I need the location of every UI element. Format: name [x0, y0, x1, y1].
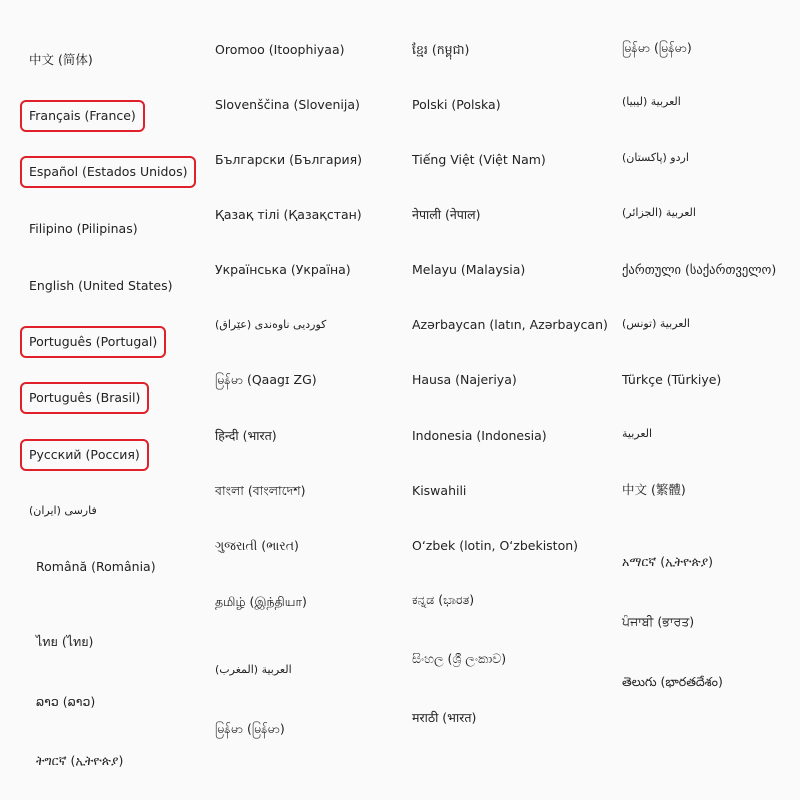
language-item-hi-in[interactable]: हिन्दी (भारत) [215, 428, 277, 443]
language-item-vi-vn[interactable]: Tiếng Việt (Việt Nam) [412, 152, 546, 167]
language-item-pa-in[interactable]: ਪੰਜਾਬੀ (ਭਾਰਤ) [622, 614, 695, 629]
language-item-en-us[interactable]: English (United States) [29, 278, 173, 293]
language-item-ar-ma[interactable]: العربية (المغرب) [215, 663, 292, 676]
language-item-az-az[interactable]: Azərbaycan (latın, Azərbaycan) [412, 317, 608, 332]
language-item-sw[interactable]: Kiswahili [412, 483, 467, 498]
language-item-si-lk[interactable]: සිංහල (ශ්‍රී ලංකාව) [412, 651, 507, 666]
language-item-kn-in[interactable]: ಕನ್ನಡ (ಭಾರತ) [412, 592, 475, 607]
language-item-om-et[interactable]: Oromoo (Itoophiyaa) [215, 42, 345, 57]
language-item-te-in[interactable]: తెలుగు (భారతదేశం) [622, 674, 723, 689]
language-item-mr-in[interactable]: मराठी (भारत) [412, 710, 477, 725]
language-item-pt-br[interactable]: Português (Brasil) [20, 382, 149, 414]
language-item-zh-hant[interactable]: 中文 (繁體) [622, 482, 686, 497]
language-item-th-th[interactable]: ไทย (ไทย) [36, 634, 94, 649]
language-item-lo-la[interactable]: ລາວ (ລາວ) [36, 694, 96, 709]
language-item-sl-si[interactable]: Slovenščina (Slovenija) [215, 97, 360, 112]
language-item-bg-bg[interactable]: Български (България) [215, 152, 363, 167]
language-item-ro-ro[interactable]: Română (România) [36, 559, 156, 574]
language-item-ckb-iq[interactable]: کوردیی ناوەندی (عێراق) [215, 318, 327, 331]
language-item-ar-ly[interactable]: العربية (ليبيا) [622, 95, 681, 108]
language-item-id-id[interactable]: Indonesia (Indonesia) [412, 428, 547, 443]
language-item-my-mm[interactable]: မြန်မာ (မြန်မာ) [215, 721, 285, 736]
language-item-my-zg[interactable]: မြန်မာ (Qaagɪ ZG) [215, 372, 317, 387]
language-item-fa-ir[interactable]: فارسی (ایران) [29, 504, 97, 517]
language-item-uk-ua[interactable]: Українська (Україна) [215, 262, 351, 277]
language-item-kk-kz[interactable]: Қазақ тілі (Қазақстан) [215, 207, 362, 222]
language-item-ru-ru[interactable]: Русский (Россия) [20, 439, 149, 471]
language-item-es-us[interactable]: Español (Estados Unidos) [20, 156, 196, 188]
language-item-ar[interactable]: العربية [622, 427, 653, 440]
language-item-ha-ng[interactable]: Hausa (Najeriya) [412, 372, 517, 387]
language-item-ms-my[interactable]: Melayu (Malaysia) [412, 262, 526, 277]
language-item-am-et[interactable]: አማርኛ (ኢትዮጵያ) [622, 554, 714, 569]
language-item-ar-tn[interactable]: العربية (تونس) [622, 317, 690, 330]
language-item-gu-in[interactable]: ગુજરાતી (ભારત) [215, 538, 299, 553]
language-item-my-mm-2[interactable]: မြန်မာ (မြန်မာ) [622, 40, 692, 55]
language-item-ta-in[interactable]: தமிழ் (இந்தியா) [215, 594, 307, 609]
language-item-ne-np[interactable]: नेपाली (नेपाल) [412, 207, 481, 222]
language-item-ka-ge[interactable]: ქართული (საქართველო) [622, 262, 777, 277]
language-item-ti-et[interactable]: ትግርኛ (ኢትዮጵያ) [36, 753, 124, 768]
language-item-zh-hans[interactable]: 中文 (简体) [29, 52, 93, 67]
language-item-pt-pt[interactable]: Português (Portugal) [20, 326, 166, 358]
language-item-uz-uz[interactable]: O‘zbek (lotin, O‘zbekiston) [412, 538, 579, 553]
language-item-ar-dz[interactable]: العربية (الجزائر) [622, 206, 696, 219]
language-item-fil-ph[interactable]: Filipino (Pilipinas) [29, 221, 138, 236]
language-item-fr-fr[interactable]: Français (France) [20, 100, 145, 132]
language-item-bn-bd[interactable]: বাংলা (বাংলাদেশ) [215, 483, 306, 498]
language-item-ur-pk[interactable]: اردو (پاکستان) [622, 151, 689, 164]
language-item-pl-pl[interactable]: Polski (Polska) [412, 97, 501, 112]
language-item-tr-tr[interactable]: Türkçe (Türkiye) [622, 372, 722, 387]
language-item-km-kh[interactable]: ខ្មែរ (កម្ពុជា) [412, 42, 470, 57]
